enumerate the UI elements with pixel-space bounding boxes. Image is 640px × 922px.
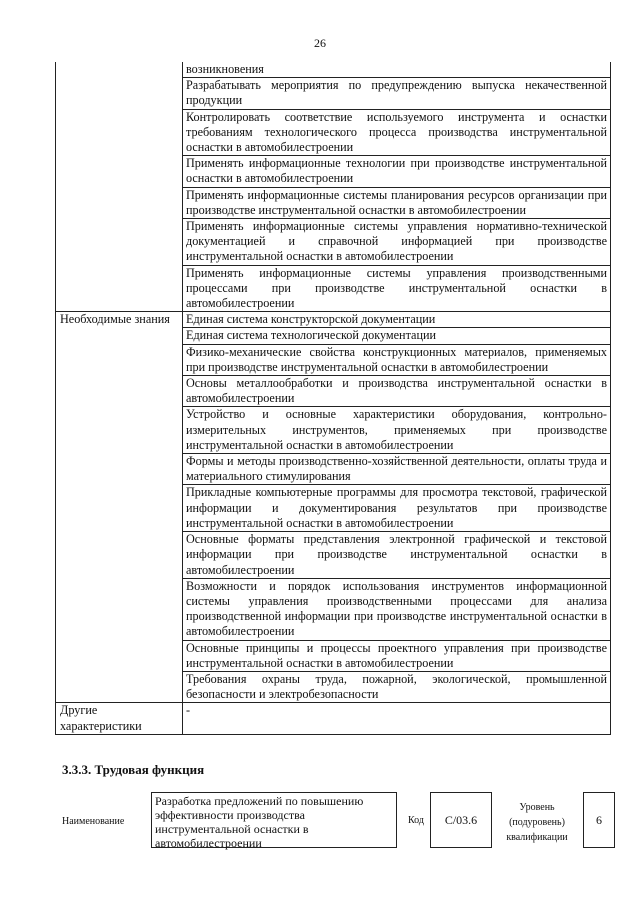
- function-name-label: Наименование: [62, 816, 125, 827]
- section-heading: 3.3.3. Трудовая функция: [62, 762, 205, 777]
- level-label-line: квалификации: [506, 832, 568, 843]
- knowledge-item: Требования охраны труда, пожарной, экологической, промышленной безопасности и электробезопасности: [183, 671, 611, 702]
- function-name-value: Разработка предложений по повышению эффективности производства инструментальной оснастки в автомобилестроении: [151, 792, 397, 848]
- skill-item: Применять информационные системы управления производственными процессами при производстве инструментальной оснастки в автомобилестроении: [183, 265, 611, 312]
- knowledge-item: Возможности и порядок использования инструментов информационной системы управления производственными процессами для анализа производственной информации при производстве инструментальной оснастки в автомобилестроении: [183, 578, 611, 640]
- skill-item: Разрабатывать мероприятия по предупреждению выпуска некачественной продукции: [183, 78, 611, 109]
- page-number: 26: [314, 36, 326, 50]
- competency-table: [55, 62, 611, 735]
- knowledge-item: Формы и методы производственно-хозяйственной деятельности, оплаты труда и материального стимулирования: [183, 454, 611, 485]
- knowledge-item: Единая система конструкторской документации: [183, 312, 611, 328]
- skill-item: Применять информационные системы планирования ресурсов организации при производстве инструментальной оснастки в автомобилестроении: [183, 187, 611, 218]
- skill-item: Контролировать соответствие используемого инструмента и оснастки требованиям технологического процесса производства инструментальной оснастки в автомобилестроении: [183, 109, 611, 156]
- qualification-level-label: [497, 800, 577, 845]
- table-row: [56, 312, 611, 328]
- skill-item: Применять информационные технологии при производстве инструментальной оснастки в автомобилестроении: [183, 156, 611, 187]
- level-label-line: Уровень: [519, 802, 555, 813]
- table-row: [56, 62, 611, 78]
- function-code-label: Код: [408, 815, 424, 826]
- level-label-line: (подуровень): [509, 817, 565, 828]
- knowledge-item: Физико-механические свойства конструкционных материалов, применяемых при производстве инструментальной оснастки в автомобилестроении: [183, 344, 611, 375]
- qualification-level-value: [583, 792, 615, 848]
- knowledge-item: Основные форматы представления электронной графической и текстовой информации при производстве инструментальной оснастки в автомобилестроении: [183, 532, 611, 579]
- knowledge-item: Прикладные компьютерные программы для просмотра текстовой, графической информации и документирования результатов при производстве инструментальной оснастки в автомобилестроении: [183, 485, 611, 532]
- knowledge-item: Основные принципы и процессы проектного управления при производстве инструментальной оснастки в автомобилестроении: [183, 640, 611, 671]
- skill-item: Применять информационные системы управления нормативно-технической документацией и справочной информацией при производстве инструментальной оснастки в автомобилестроении: [183, 219, 611, 266]
- qualification-level-text: 6: [596, 812, 602, 827]
- knowledge-item: Устройство и основные характеристики оборудования, контрольно-измерительных инструментов, применяемых при производстве инструментальной оснастки в автомобилестроении: [183, 407, 611, 454]
- function-code-value: [430, 792, 492, 848]
- function-code-text: C/03.6: [444, 812, 478, 827]
- skills-label-cell: [56, 62, 183, 312]
- other-characteristics-value: -: [183, 703, 611, 734]
- table-row: [56, 703, 611, 734]
- skill-item: возникновения: [183, 62, 611, 78]
- knowledge-label: Необходимые знания: [56, 312, 183, 703]
- knowledge-item: Основы металлообработки и производства инструментальной оснастки в автомобилестроении: [183, 376, 611, 407]
- other-characteristics-label: Другие характеристики: [56, 703, 183, 734]
- knowledge-item: Единая система технологической документации: [183, 328, 611, 344]
